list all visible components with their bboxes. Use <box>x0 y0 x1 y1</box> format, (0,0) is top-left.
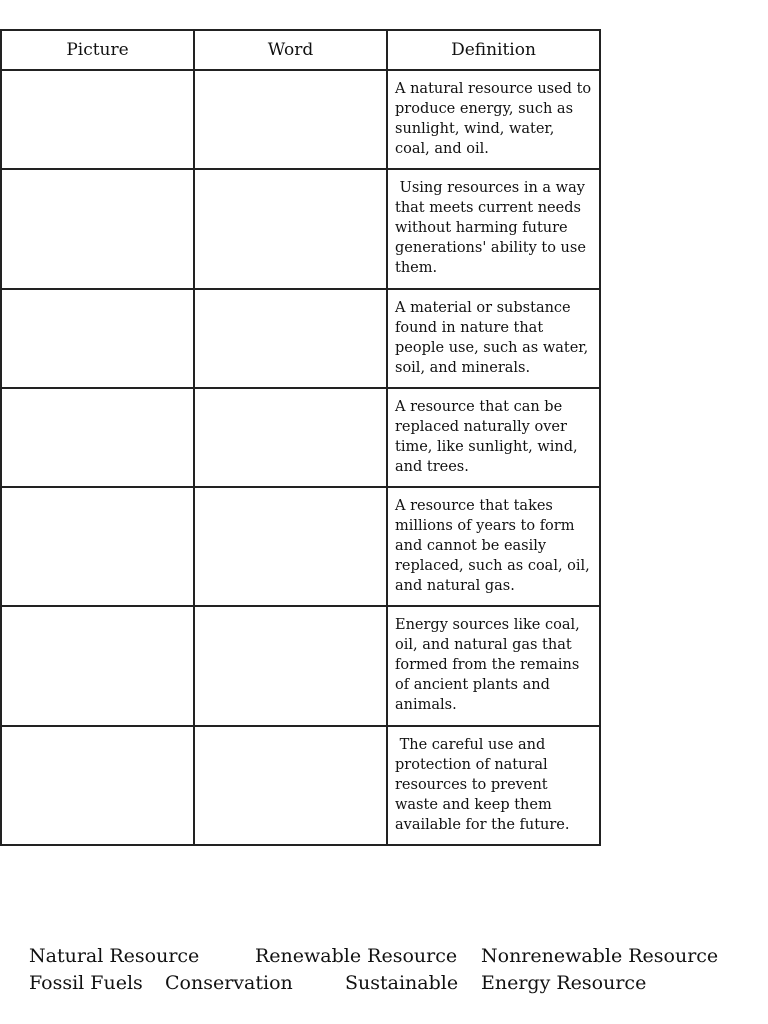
word-cell[interactable] <box>194 726 387 845</box>
table-row <box>1 169 600 289</box>
picture-cell[interactable] <box>1 388 194 487</box>
header-definition: Definition <box>387 30 600 70</box>
definition-cell: Using resources in a way that meets current needs without harming future generations' ability to use them. <box>387 169 600 289</box>
word-cell[interactable] <box>194 487 387 606</box>
definition-cell: A resource that can be replaced naturally over time, like sunlight, wind, and trees. <box>387 388 600 487</box>
table-row <box>1 289 600 388</box>
word-bank <box>0 940 768 1000</box>
word-bank-conservation: Conservation <box>165 972 293 994</box>
word-cell[interactable] <box>194 169 387 289</box>
word-bank-fossil-fuels: Fossil Fuels <box>29 972 143 994</box>
word-bank-nonrenewable-resource: Nonrenewable Resource <box>481 945 719 967</box>
word-bank-renewable-resource: Renewable Resource <box>255 945 458 967</box>
vocabulary-table <box>0 29 601 846</box>
word-bank-sustainable: Sustainable <box>345 972 459 994</box>
picture-cell[interactable] <box>1 169 194 289</box>
picture-cell[interactable] <box>1 70 194 169</box>
header-picture: Picture <box>1 30 194 70</box>
word-bank-energy-resource: Energy Resource <box>481 972 647 994</box>
picture-cell[interactable] <box>1 289 194 388</box>
word-cell[interactable] <box>194 388 387 487</box>
definition-cell: A resource that takes millions of years to form and cannot be easily replaced, such as coal, oil, and natural gas. <box>387 487 600 606</box>
table-row <box>1 70 600 169</box>
word-cell[interactable] <box>194 289 387 388</box>
table-header-row <box>1 30 600 70</box>
table-row <box>1 388 600 487</box>
definition-cell: A natural resource used to produce energy, such as sunlight, wind, water, coal, and oil. <box>387 70 600 169</box>
table-row <box>1 606 600 726</box>
definition-cell: The careful use and protection of natural resources to prevent waste and keep them available for the future. <box>387 726 600 845</box>
header-word: Word <box>194 30 387 70</box>
word-bank-natural-resource: Natural Resource <box>29 945 200 967</box>
word-cell[interactable] <box>194 606 387 726</box>
picture-cell[interactable] <box>1 487 194 606</box>
word-cell[interactable] <box>194 70 387 169</box>
definition-cell: A material or substance found in nature that people use, such as water, soil, and minerals. <box>387 289 600 388</box>
table-row <box>1 726 600 845</box>
picture-cell[interactable] <box>1 726 194 845</box>
definition-cell: Energy sources like coal, oil, and natural gas that formed from the remains of ancient plants and animals. <box>387 606 600 726</box>
picture-cell[interactable] <box>1 606 194 726</box>
table-row <box>1 487 600 606</box>
